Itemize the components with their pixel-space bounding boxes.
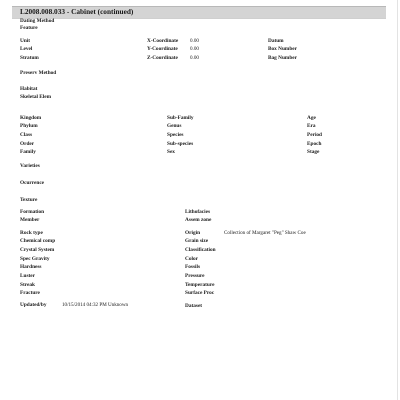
lithofacies-label: Lithofacies — [185, 209, 211, 215]
z-coordinate-value: 0.00 — [190, 55, 199, 61]
order-label: Order — [20, 141, 35, 147]
origin-label: Origin — [185, 230, 201, 236]
z-coordinate-label: Z-Coordinate — [147, 55, 178, 61]
unit-label: Unit — [20, 38, 31, 44]
chemical-comp-label: Chemical comp — [20, 238, 56, 244]
surface-proc-label: Surface Proc — [185, 290, 215, 296]
streak-label: Streak — [20, 282, 35, 288]
crystal-system-label: Crystal System — [20, 247, 55, 253]
x-coordinate-label: X-Coordinate — [147, 38, 179, 44]
x-coordinate-value: 0.00 — [190, 38, 199, 44]
assem-zone-label: Assem zone — [185, 217, 212, 223]
dating-method-label: Dating Method — [20, 18, 55, 24]
fracture-label: Fracture — [20, 290, 40, 296]
dataset-label: Dataset — [185, 303, 203, 309]
period-label: Period — [307, 132, 323, 138]
epoch-label: Epoch — [307, 141, 322, 147]
age-label: Age — [307, 115, 316, 121]
classification-label: Classification — [185, 247, 216, 253]
level-label: Level — [20, 46, 33, 52]
y-coordinate-label: Y-Coordinate — [147, 46, 178, 52]
class-label: Class — [20, 132, 33, 138]
genus-label: Genus — [167, 123, 182, 129]
era-label: Era — [307, 123, 316, 129]
species-label: Species — [167, 132, 184, 138]
ocurrence-label: Ocurrence — [20, 180, 45, 186]
member-label: Member — [20, 217, 40, 223]
hardness-label: Hardness — [20, 264, 42, 270]
origin-value: Collection of Margaret "Peg" Shaw Coe — [224, 230, 306, 236]
record-title: L2008.008.033 - Cabinet (continued) — [20, 7, 134, 16]
updated-by-label: Updated/by — [20, 302, 47, 308]
updated-by-value: 10/15/2014 04:32 PM Unknown — [62, 302, 129, 308]
feature-label: Feature — [20, 25, 38, 31]
sex-label: Sex — [167, 149, 175, 155]
luster-label: Luster — [20, 273, 36, 279]
stratum-label: Stratum — [20, 55, 39, 61]
bag-number-label: Bag Number — [268, 55, 297, 61]
box-number-label: Box Number — [268, 46, 297, 52]
habitat-label: Habitat — [20, 86, 38, 92]
varieties-label: Varieties — [20, 163, 40, 169]
grain-size-label: Grain size — [185, 238, 209, 244]
kingdom-label: Kingdom — [20, 115, 42, 121]
sub-species-label: Sub-species — [167, 141, 194, 147]
temperature-label: Temperature — [185, 282, 215, 288]
preserv-method-label: Preserv Method — [20, 70, 57, 76]
fossils-label: Fossils — [185, 264, 201, 270]
skeletal-elem-label: Skeletal Elem — [20, 94, 52, 100]
page-edge-rule — [397, 0, 398, 400]
family-label: Family — [20, 149, 36, 155]
pressure-label: Pressure — [185, 273, 205, 279]
texture-label: Texture — [20, 197, 38, 203]
phylum-label: Phylum — [20, 123, 38, 129]
sub-family-label: Sub-Family — [167, 115, 194, 121]
spec-gravity-label: Spec Gravity — [20, 256, 50, 262]
formation-label: Formation — [20, 209, 45, 215]
y-coordinate-value: 0.00 — [190, 46, 199, 52]
color-label: Color — [185, 256, 198, 262]
stage-label: Stage — [307, 149, 320, 155]
rock-type-label: Rock type — [20, 230, 43, 236]
datum-label: Datum — [268, 38, 284, 44]
